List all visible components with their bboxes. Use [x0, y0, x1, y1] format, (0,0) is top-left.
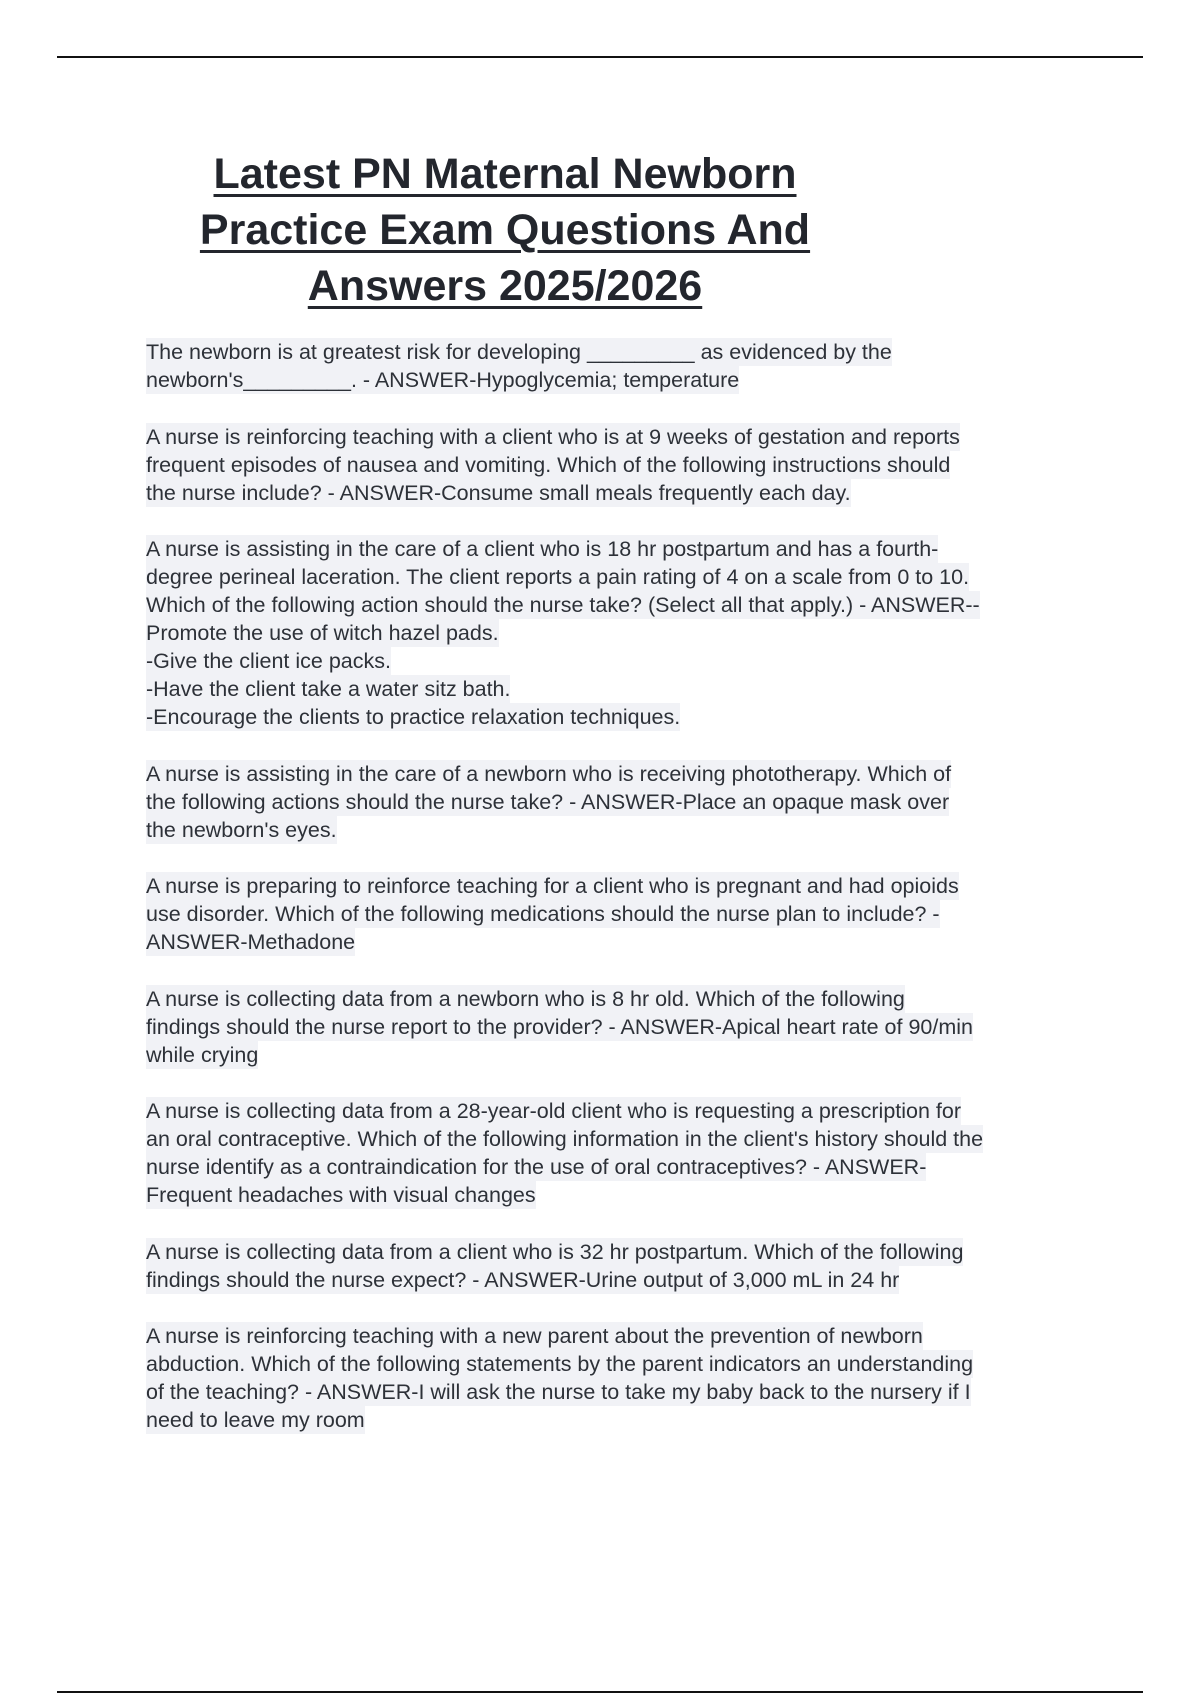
question-answer-text-line: abduction. Which of the following statements by the parent indicators an understanding: [146, 1352, 974, 1376]
question-answer-text-line: A nurse is assisting in the care of a client who is 18 hr postpartum and has a fourth-: [146, 537, 939, 561]
question-answer-text-line: ANSWER-Methadone: [146, 930, 356, 954]
question-answer-text-line: A nurse is assisting in the care of a newborn who is receiving phototherapy. Which of: [146, 761, 952, 786]
question-answer-text-line: A nurse is collecting data from a 28-year-old client who is requesting a prescription for: [146, 1099, 962, 1123]
question-answer-text-line: Promote the use of witch hazel pads.: [146, 621, 499, 645]
question-answer-text-line: Frequent headaches with visual changes: [146, 1183, 536, 1207]
question-answer-text-line: Which of the following action should the nurse take? (Select all that apply.) - ANSWER--: [146, 593, 980, 617]
question-answer-text-line: nurse identify as a contraindication for the use of oral contraceptives? - ANSWER-: [146, 1155, 927, 1179]
question-answer-text-line: -Encourage the clients to practice relaxation techniques.: [146, 705, 681, 729]
question-answer-text-line: use disorder. Which of the following medications should the nurse plan to include? -: [146, 902, 940, 926]
question-answer-item: [146, 872, 1101, 956]
question-answer-item: [146, 338, 1101, 394]
question-answer-text-line: need to leave my room: [146, 1408, 365, 1432]
question-answer-text-line: frequent episodes of nausea and vomiting. Which of the following instructions should: [146, 452, 951, 477]
question-answer-item: [146, 535, 1101, 731]
question-answer-text-line: findings should the nurse report to the provider? - ANSWER-Apical heart rate of 90/min: [146, 1014, 973, 1039]
question-answer-text-line: A nurse is preparing to reinforce teaching for a client who is pregnant and had opioids: [146, 874, 959, 898]
question-answer-text-line: of the teaching? - ANSWER-I will ask the nurse to take my baby back to the nursery if I: [146, 1380, 971, 1404]
question-answer-item: [146, 1238, 1101, 1294]
question-answer-text-line: A nurse is reinforcing teaching with a client who is at 9 weeks of gestation and reports: [146, 424, 960, 449]
bottom-rule: [57, 1691, 1143, 1693]
question-answer-text-line: findings should the nurse expect? - ANSWER-Urine output of 3,000 mL in 24 hr: [146, 1267, 900, 1292]
question-answer-item: [146, 1097, 1101, 1209]
question-answer-text-line: the following actions should the nurse take? - ANSWER-Place an opaque mask over: [146, 789, 950, 814]
question-answer-text-line: while crying: [146, 1042, 259, 1067]
question-answer-item: [146, 423, 1101, 507]
question-answer-text-line: A nurse is collecting data from a newborn who is 8 hr old. Which of the following: [146, 986, 905, 1011]
question-answer-text-line: A nurse is reinforcing teaching with a new parent about the prevention of newborn: [146, 1324, 923, 1348]
question-answer-text-line: degree perineal laceration. The client reports a pain rating of 4 on a scale from 0 to 10.: [146, 565, 970, 589]
question-answer-text-line: -Give the client ice packs.: [146, 649, 391, 673]
question-answer-text-line: The newborn is at greatest risk for developing _________ as evidenced by the: [146, 340, 892, 364]
question-answer-list: [146, 338, 1101, 1463]
title-line: Answers 2025/2026: [307, 262, 703, 310]
question-answer-text-line: the newborn's eyes.: [146, 817, 337, 842]
title-line: Latest PN Maternal Newborn: [213, 150, 797, 198]
question-answer-text-line: an oral contraceptive. Which of the following information in the client's history should the: [146, 1127, 984, 1151]
question-answer-text-line: A nurse is collecting data from a client who is 32 hr postpartum. Which of the following: [146, 1239, 964, 1264]
question-answer-item: [146, 1322, 1101, 1434]
question-answer-item: [146, 985, 1101, 1069]
question-answer-item: [146, 760, 1101, 844]
question-answer-text-line: -Have the client take a water sitz bath.: [146, 677, 511, 701]
top-rule: [57, 56, 1143, 58]
document-title: [145, 146, 865, 314]
question-answer-text-line: the nurse include? - ANSWER-Consume small meals frequently each day.: [146, 480, 851, 505]
question-answer-text-line: newborn's_________. - ANSWER-Hypoglycemia; temperature: [146, 368, 740, 392]
title-line: Practice Exam Questions And: [199, 206, 811, 254]
